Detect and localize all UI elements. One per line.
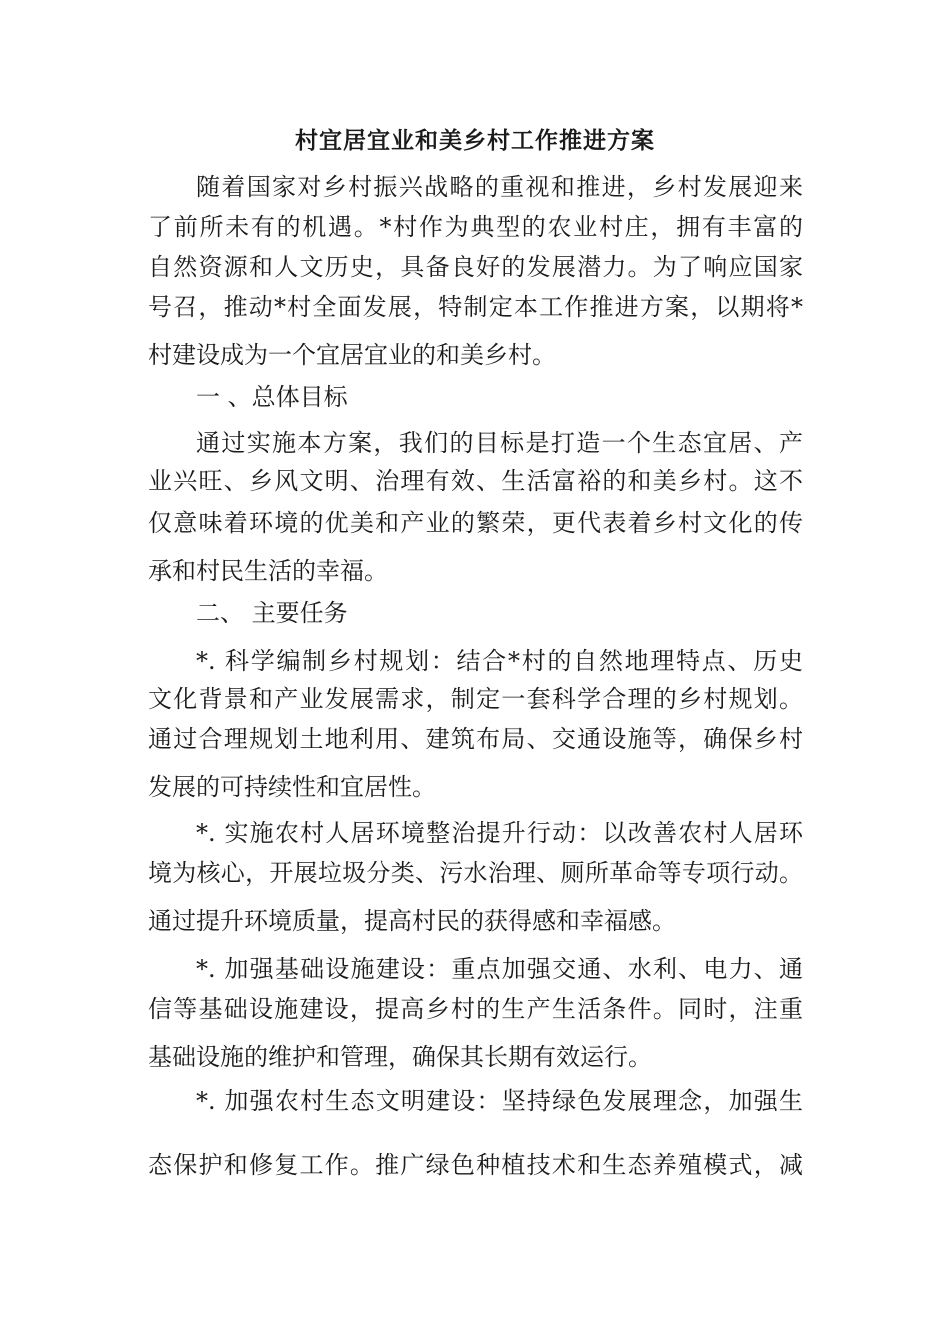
task-line: 境为核心，开展垃圾分类、污水治理、厕所革命等专项行动。 [148,859,803,887]
task-line: 发展的可持续性和宜居性。 [148,773,436,801]
section-heading: 一 、总体目标 [196,383,348,411]
intro-line: 随着国家对乡村振兴战略的重视和推进，乡村发展迎来 [196,173,803,201]
task-line: 基础设施的维护和管理，确保其长期有效运行。 [148,1043,652,1071]
section-heading: 二、 主要任务 [196,599,348,627]
intro-line: 了前所未有的机遇。*村作为典型的农业村庄，拥有丰富的 [148,213,803,241]
task-line: 通过提升环境质量，提高村民的获得感和幸福感。 [148,907,676,935]
document-title: 村宜居宜业和美乡村工作推进方案 [295,127,655,154]
task-line: *. 加强基础设施建设：重点加强交通、水利、电力、通 [196,955,803,983]
intro-line: 村建设成为一个宜居宜业的和美乡村。 [148,341,556,369]
task-line: 态保护和修复工作。推广绿色种植技术和生态养殖模式，减 [148,1151,803,1179]
task-line: 信等基础设施建设，提高乡村的生产生活条件。同时，注重 [148,995,803,1023]
task-line: *. 加强农村生态文明建设：坚持绿色发展理念，加强生 [196,1087,803,1115]
intro-line: 号召，推动*村全面发展，特制定本工作推进方案，以期将* [148,293,803,321]
paragraph-line: 业兴旺、乡风文明、治理有效、生活富裕的和美乡村。这不 [148,467,803,495]
paragraph-line: 仅意味着环境的优美和产业的繁荣，更代表着乡村文化的传 [148,509,803,537]
paragraph-line: 通过实施本方案，我们的目标是打造一个生态宜居、产 [196,429,803,457]
task-line: 文化背景和产业发展需求，制定一套科学合理的乡村规划。 [148,685,803,713]
task-line: 通过合理规划土地利用、建筑布局、交通设施等，确保乡村 [148,725,803,753]
paragraph-line: 承和村民生活的幸福。 [148,557,388,585]
task-line: *. 科学编制乡村规划：结合*村的自然地理特点、历史 [196,647,803,675]
task-line: *. 实施农村人居环境整治提升行动：以改善农村人居环 [196,819,803,847]
intro-line: 自然资源和人文历史，具备良好的发展潜力。为了响应国家 [148,253,803,281]
